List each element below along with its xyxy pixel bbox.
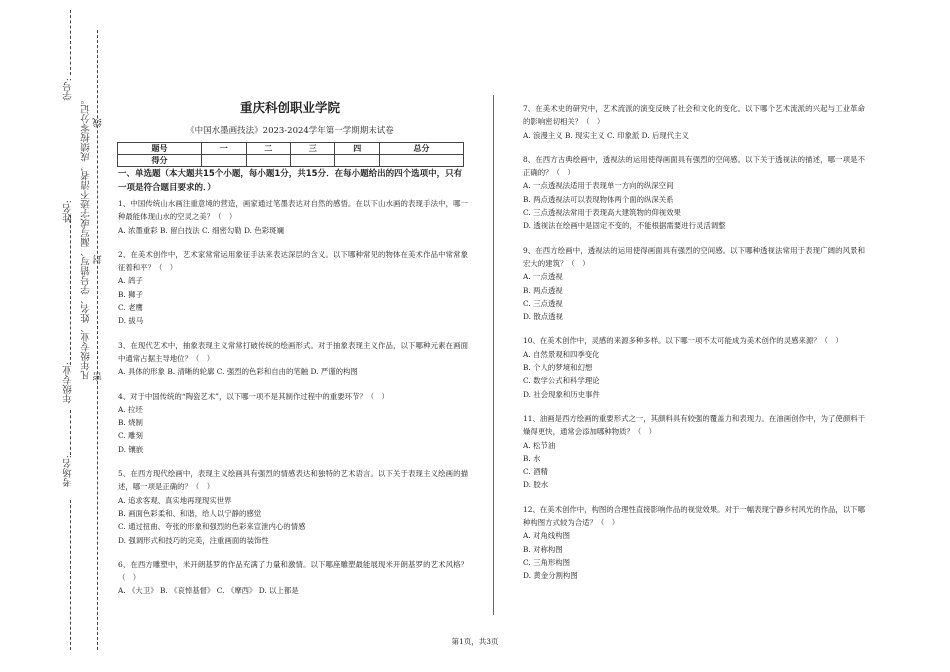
question-stem: 9、在西方绘画中，透视法的运用使得画面具有强烈的空间感。以下哪种透视法常用于表现广阔的风景和宏大的建筑？（ ）: [523, 245, 865, 268]
answer-option: D. 透视法在绘画中是固定不变的，不能根据需要进行灵活调整: [523, 221, 726, 231]
major-underline: [70, 410, 71, 455]
answer-option: B. 两点透视: [523, 285, 563, 295]
score-input-cell: [202, 155, 246, 167]
score-input-cell: [290, 155, 334, 167]
answer-option: C. 三点透视法常用于表现高大建筑物的仰视效果: [523, 208, 681, 218]
left-question-list: [118, 197, 468, 598]
exam-title: 《中国水墨画技法》2023-2024学年第一学期期末试卷: [186, 126, 394, 136]
question: [523, 153, 865, 233]
school-title: 重庆科创职业学院: [239, 100, 340, 115]
question-stem: 7、在美术史的研究中，艺术流派的演变反映了社会和文化的变化。以下哪个艺术流派的兴起与工业革命的影响密切相关？（ ）: [523, 104, 865, 127]
answer-option: B. 狮子: [118, 289, 143, 299]
answer-option: A. 一点透视法适用于表现单一方向的纵深空间: [523, 181, 674, 191]
score-value-row: [118, 155, 464, 167]
question: [118, 390, 468, 456]
answer-option: C. 雕刻: [118, 431, 143, 441]
question-stem: 10、在美术创作中，灵感的来源多种多样。以下哪一项不太可能成为美术创作的灵感来源？（ ）: [523, 336, 843, 346]
question-stem: 3、在现代艺术中，抽象表现主义常常打破传统的绘画形式。对于抽象表现主义作品，以下哪种元素在画面中通常占据主导地位？（ ）: [118, 340, 468, 363]
question-stem: 1、中国传统山水画注重意境的营造，画家通过笔墨表达对自然的感悟。在以下山水画的表现手法中，哪一种最能体现山水的空灵之美？（ ）: [118, 199, 468, 222]
answer-option: D. 散点透视: [523, 312, 563, 322]
score-input-cell: [246, 155, 290, 167]
section-heading: 一、单选题（本大题共15个小题，每小题1分，共15分．在每小题给出的四个选项中，只有一项是符合题目要求的．）: [118, 169, 463, 193]
score-cell: 二: [246, 143, 290, 155]
right-question-list: [523, 102, 865, 583]
answer-option: B. 烧制: [118, 418, 143, 428]
answer-option: A. 《大卫》 B. 《哀悼基督》 C. 《摩西》 D. 以上都是: [118, 586, 299, 596]
score-header-row: [118, 143, 464, 155]
question: [118, 248, 468, 328]
question-stem: 2、在美术创作中，艺术家常常运用象征手法来表达深层的含义。以下哪种常见的物体在美术作品中常常象征着和平？（ ）: [118, 249, 468, 273]
question-stem: 12、在美术创作中，构图的合理性直接影响作品的视觉效果。对于一幅表现宁静乡村风光的作品，以下哪种构图方式较为合适？（ ）: [523, 504, 865, 528]
answer-option: C. 酒精: [523, 467, 548, 477]
answer-option: B. 画面色彩柔和、和谐，给人以宁静的感觉: [118, 508, 262, 518]
question: [523, 412, 865, 492]
left-column: [118, 168, 468, 609]
answer-option: A. 拉坯: [118, 404, 143, 414]
answer-option: C. 通过扭曲、夸张的形象和强烈的色彩来宣泄内心的情感: [118, 522, 306, 532]
answer-option: A. 具体的形象 B. 清晰的轮廓 C. 强烈的色彩和自由的笔触 D. 严谨的构图: [118, 367, 358, 377]
binding-cut-line: [97, 30, 98, 650]
question-stem: 8、在西方古典绘画中，透视法的运用使得画面具有强烈的空间感。以下关于透视法的描述，哪一项是不正确的？（ ）: [523, 154, 865, 178]
answer-option: D. 镶嵌: [118, 444, 144, 454]
name-label: 姓名:: [63, 200, 74, 223]
answer-option: B. 两点透视法可以表现物体两个面的纵深关系: [523, 194, 674, 204]
score-cell: 题号: [118, 143, 202, 155]
answer-option: C. 三点透视: [523, 298, 563, 308]
answer-option: C. 老鹰: [118, 303, 143, 313]
answer-option: A. 松节油: [523, 440, 556, 450]
column-divider: [493, 95, 494, 615]
answer-option: A. 自然景观和四季变化: [523, 349, 600, 359]
id-underline: [70, 10, 71, 75]
answer-option: A. 浓墨重彩 B. 留白技法 C. 细密勾勒 D. 色彩斑斓: [118, 225, 284, 235]
question: [523, 244, 865, 324]
question: [523, 334, 865, 400]
answer-option: D. 社会现象和历史事件: [523, 389, 600, 399]
student-id-label: 学号:: [63, 78, 74, 101]
score-input-cell: [379, 155, 463, 167]
binding-notice: 凡年级专业、姓名、学号错写、漏写或字迹不清者，成绩按零分记。: [81, 95, 92, 380]
page-footer: 第1页，共3页: [451, 637, 499, 646]
question-stem: 4、对于中国传统的“陶瓷艺术”，以下哪一项不是其制作过程中的重要环节？（ ）: [118, 391, 389, 401]
answer-option: B. 个人的梦境和幻想: [523, 363, 593, 373]
answer-option: A. 对角线构图: [523, 531, 570, 541]
answer-option: A. 追求客观、真实地再现现实世界: [118, 495, 232, 505]
answer-option: D. 胶水: [523, 480, 549, 490]
score-cell: 得分: [118, 155, 202, 167]
seal-mi: 密: [93, 372, 104, 382]
score-input-cell: [335, 155, 379, 167]
room-label: 考场名:: [63, 455, 74, 487]
answer-option: A. 鸽子: [118, 276, 143, 286]
score-cell: 总分: [379, 143, 463, 155]
question: [118, 558, 468, 598]
question-stem: 6、在西方雕塑中，米开朗基罗的作品充满了力量和激情。以下哪座雕塑最能展现米开朗基罗的艺术风格？（ ）: [118, 559, 468, 583]
question: [118, 467, 468, 547]
score-table: [117, 142, 464, 167]
room-underline: [70, 500, 71, 650]
major-label: 年级专业:: [63, 362, 74, 404]
score-cell: 一: [202, 143, 246, 155]
answer-option: D. 强调形式和技巧的完美，注重画面的装饰性: [118, 535, 269, 545]
question-stem: 11、油画是西方绘画的重要形式之一，其颜料具有较强的覆盖力和表现力。在油画创作中，为了使颜料干燥得更快，通常会添加哪种物质？（ ）: [523, 413, 865, 437]
name-underline: [70, 215, 71, 365]
answer-option: A. 浪漫主义 B. 现实主义 C. 印象派 D. 后现代主义: [523, 130, 689, 140]
answer-option: A. 一点透视: [523, 272, 563, 282]
question: [523, 503, 865, 583]
question-stem: 5、在西方现代绘画中，表现主义绘画具有强烈的情感表达和独特的艺术语言。以下关于表现主义绘画的描述，哪一项是正确的？（ ）: [118, 469, 468, 492]
answer-option: D. 拔马: [118, 316, 144, 326]
right-column: [523, 102, 865, 594]
answer-option: D. 黄金分割构图: [523, 571, 578, 581]
score-cell: 四: [335, 143, 379, 155]
seal-feng: 封: [93, 255, 104, 265]
binding-margin: [0, 0, 110, 672]
answer-option: B. 对称构图: [523, 544, 563, 554]
seal-xian: 线: [93, 118, 104, 128]
question: [118, 339, 468, 379]
answer-option: B. 水: [523, 453, 541, 463]
answer-option: C. 三角形构图: [523, 557, 571, 567]
question: [118, 197, 468, 237]
score-cell: 三: [290, 143, 334, 155]
answer-option: C. 数学公式和科学理论: [523, 376, 600, 386]
question: [523, 102, 865, 142]
